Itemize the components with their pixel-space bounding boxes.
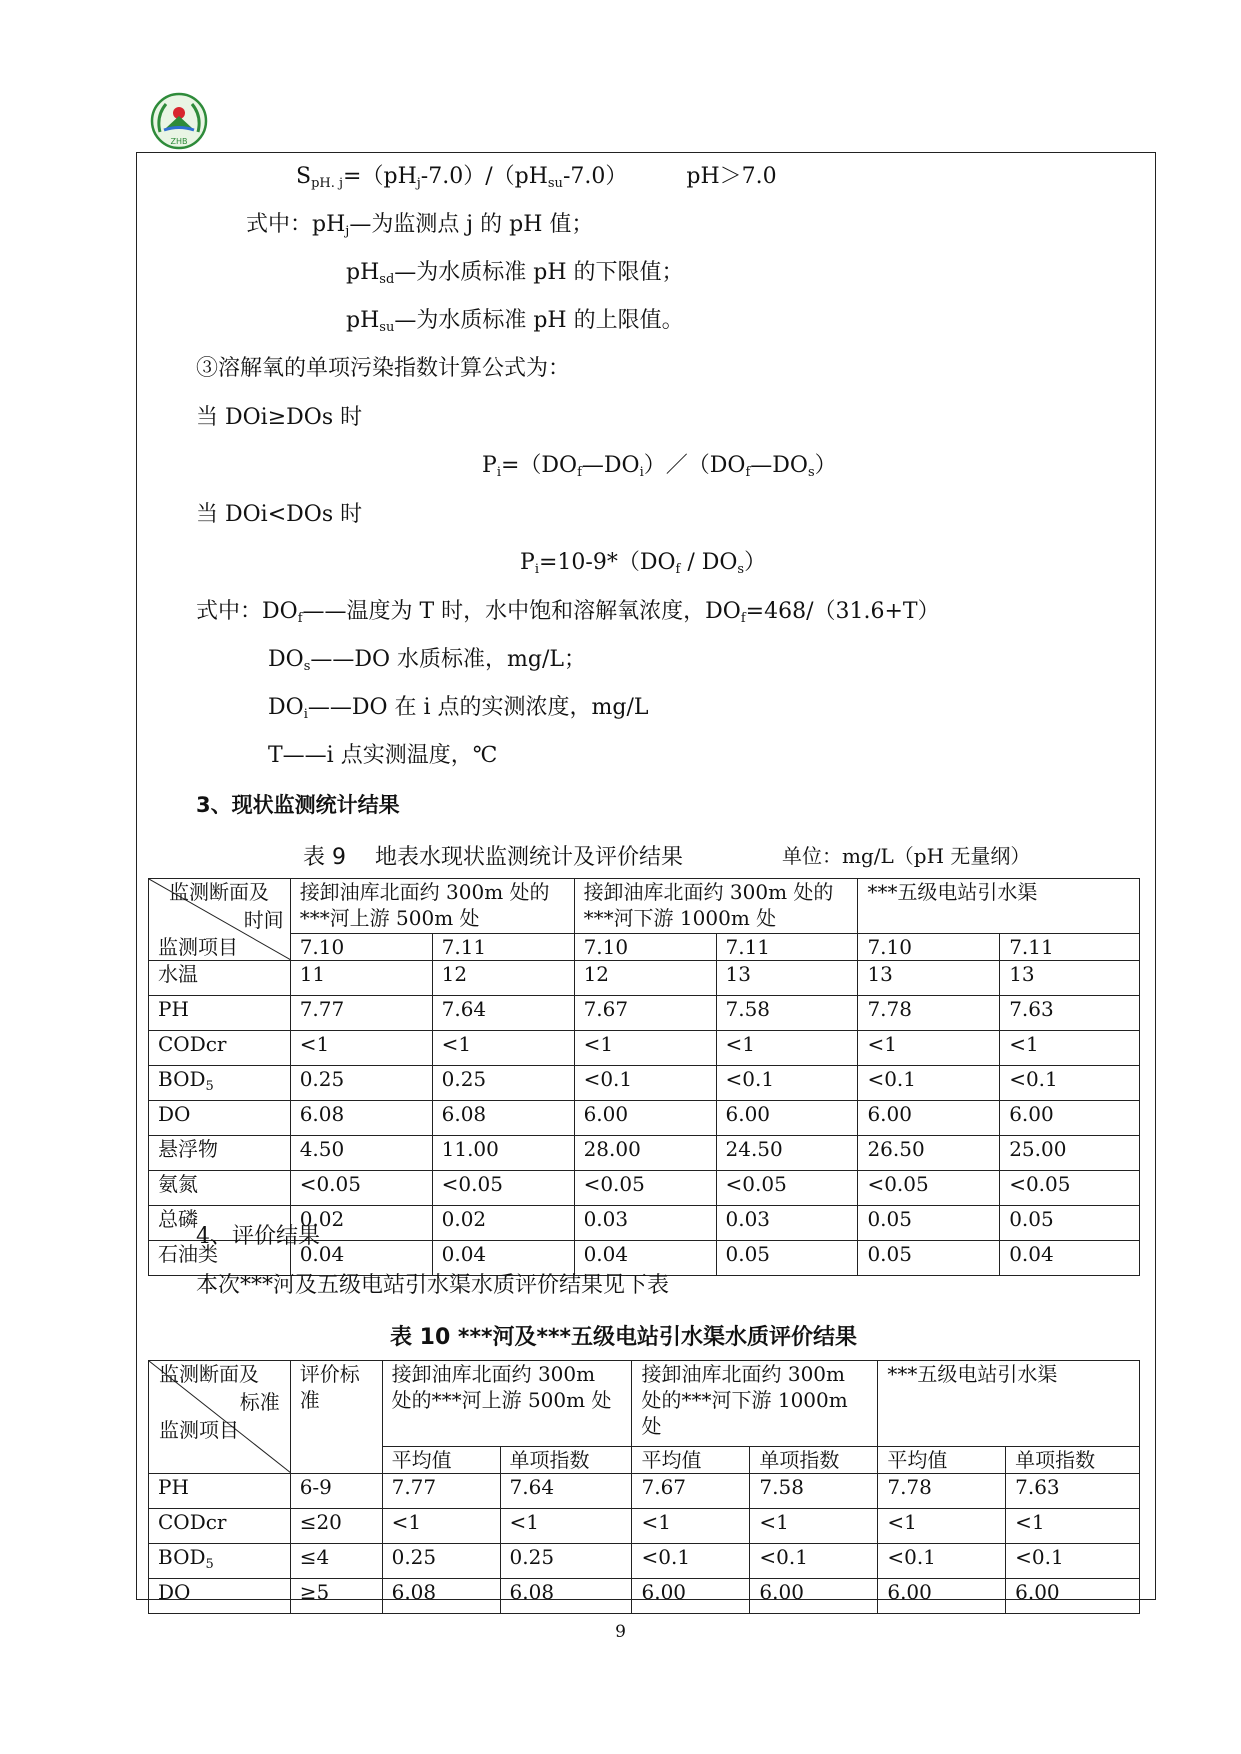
item-name: 总磷: [158, 1207, 198, 1231]
table-row: [149, 1031, 1140, 1066]
table-cell: 单项指数: [1006, 1446, 1140, 1473]
table-cell: 7.58: [750, 1474, 878, 1509]
item-name: BOD: [158, 1067, 206, 1091]
table-row: [149, 1509, 1140, 1544]
table-10-site-3-header: ***五级电站引水渠: [878, 1361, 1140, 1447]
table-cell: <0.05: [1000, 1171, 1140, 1206]
item-subscript: 5: [205, 1079, 214, 1094]
row-label: [149, 1136, 291, 1171]
table-cell: <1: [716, 1031, 858, 1066]
table-cell: 0.05: [858, 1206, 1000, 1241]
table-cell: 4.50: [290, 1136, 432, 1171]
table-cell: 6.00: [632, 1579, 750, 1614]
table-9-dates-row: [149, 934, 1140, 961]
item-name: DO: [158, 1102, 191, 1126]
table-cell: 6.00: [878, 1579, 1006, 1614]
table-cell: <0.1: [750, 1544, 878, 1579]
table-cell: 7.78: [878, 1474, 1006, 1509]
table-cell: 6.00: [574, 1101, 716, 1136]
table-cell: 7.10: [858, 934, 1000, 961]
table-9-caption: 表 9 地表水现状监测统计及评价结果: [303, 845, 683, 870]
row-label: [149, 1101, 291, 1136]
table-cell: 7.64: [432, 996, 574, 1031]
doi-definition: $DO_i——DO$ 在 i 点的实测浓度，mg/L: [268, 695, 649, 722]
do-intro: ③溶解氧的单项污染指数计算公式为：: [196, 356, 571, 381]
table-cell: 0.03: [716, 1206, 858, 1241]
table-cell: 平均值: [382, 1446, 500, 1473]
table-cell: 13: [858, 961, 1000, 996]
table-cell: <0.05: [574, 1171, 716, 1206]
table-cell: 24.50: [716, 1136, 858, 1171]
table-cell: <1: [1000, 1031, 1140, 1066]
item-subscript: 5: [205, 1557, 214, 1572]
table-cell: 0.03: [574, 1206, 716, 1241]
table-cell: <0.1: [574, 1066, 716, 1101]
table-cell: 7.11: [432, 934, 574, 961]
table-9-site-2-header: 接卸油库北面约 300m 处的 ***河下游 1000m 处: [574, 879, 858, 934]
table-cell: 7.64: [500, 1474, 632, 1509]
table-cell: <0.05: [290, 1171, 432, 1206]
table-cell: <1: [858, 1031, 1000, 1066]
table-cell: 28.00: [574, 1136, 716, 1171]
table-cell: <0.05: [432, 1171, 574, 1206]
table-cell: 7.77: [290, 996, 432, 1031]
table-cell: <0.1: [1006, 1544, 1140, 1579]
table-cell: <1: [574, 1031, 716, 1066]
table-cell: <1: [878, 1509, 1006, 1544]
standard-cell: ≥5: [290, 1579, 382, 1614]
table-cell: 7.77: [382, 1474, 500, 1509]
table-cell: 7.58: [716, 996, 858, 1031]
pi-formula-2: $P_i=10-9*(DO_f / DO_s)$: [520, 550, 767, 577]
dos-definition: $DO_s——DO$ 水质标准，mg/L；: [268, 647, 586, 674]
table-cell: <0.1: [716, 1066, 858, 1101]
table-9-site-3-header: ***五级电站引水渠: [858, 879, 1140, 934]
table-cell: 6.00: [858, 1101, 1000, 1136]
table-cell: <0.1: [878, 1544, 1006, 1579]
ph-definition-sd: $pH_{sd}—$为水质标准 pH 的下限值；: [346, 260, 684, 287]
table-cell: 0.25: [500, 1544, 632, 1579]
table-cell: 12: [432, 961, 574, 996]
table-cell: 7.67: [574, 996, 716, 1031]
table-cell: 6.00: [716, 1101, 858, 1136]
table-cell: 7.63: [1000, 996, 1140, 1031]
table-cell: 13: [716, 961, 858, 996]
table-cell: <1: [290, 1031, 432, 1066]
pi-formula-1: $P_i=(DO_f—DO_i)/(DO_f—DO_s)$: [482, 453, 837, 480]
table-cell: 0.04: [290, 1241, 432, 1276]
table-cell: 0.04: [574, 1241, 716, 1276]
table-cell: 0.04: [1000, 1241, 1140, 1276]
table-cell: 0.25: [432, 1066, 574, 1101]
table-9-corner-bottom-label: 监测项目: [158, 935, 238, 959]
table-row: [149, 961, 1140, 996]
item-name: PH: [158, 1475, 189, 1499]
row-label: [149, 1171, 291, 1206]
table-10: [148, 1360, 1140, 1614]
table-cell: 7.10: [290, 934, 432, 961]
table-cell: 0.02: [432, 1206, 574, 1241]
item-name: CODcr: [158, 1032, 227, 1056]
t-definition: T——i 点实测温度，℃: [268, 743, 498, 768]
table-cell: 0.02: [290, 1206, 432, 1241]
table-cell: 11.00: [432, 1136, 574, 1171]
row-label: [149, 1474, 291, 1509]
table-cell: 6.00: [750, 1579, 878, 1614]
table-10-standard-header: 评价标 准: [290, 1361, 382, 1474]
item-name: CODcr: [158, 1510, 227, 1534]
row-label: [149, 996, 291, 1031]
row-label: [149, 1066, 291, 1101]
table-row: [149, 1066, 1140, 1101]
item-name: DO: [158, 1580, 191, 1604]
ph-definition-su: $pH_{su}—$为水质标准 pH 的上限值。: [346, 308, 684, 335]
table-cell: 7.11: [716, 934, 858, 961]
do-case-1: 当 DOi≥DOs 时: [196, 405, 363, 430]
table-row: [149, 1136, 1140, 1171]
table-cell: <0.05: [716, 1171, 858, 1206]
item-name: PH: [158, 997, 189, 1021]
table-cell: 6.08: [500, 1579, 632, 1614]
table-cell: 6.08: [432, 1101, 574, 1136]
table-cell: <1: [432, 1031, 574, 1066]
table-cell: 7.10: [574, 934, 716, 961]
table-cell: 平均值: [878, 1446, 1006, 1473]
row-label: [149, 1031, 291, 1066]
table-cell: 0.25: [290, 1066, 432, 1101]
table-10-site-2-header: 接卸油库北面约 300m 处的***河下游 1000m 处: [632, 1361, 878, 1447]
table-cell: <0.05: [858, 1171, 1000, 1206]
table-cell: <1: [500, 1509, 632, 1544]
table-cell: 13: [1000, 961, 1140, 996]
standard-cell: ≤4: [290, 1544, 382, 1579]
table-cell: <1: [1006, 1509, 1140, 1544]
table-10-caption: 表 10 ***河及***五级电站引水渠水质评价结果: [390, 1325, 857, 1350]
section-4-heading: 4、评价结果: [196, 1224, 320, 1249]
ph-definition-j: 式中：$pH_j—$为监测点 j 的 pH 值；: [246, 212, 594, 239]
table-row: [149, 1101, 1140, 1136]
dof-definition: 式中：$DO_f——$温度为 T 时，水中饱和溶解氧浓度，$DO_f=468/(31.6+T)$: [196, 599, 940, 626]
table-cell: 26.50: [858, 1136, 1000, 1171]
row-label: [149, 1509, 291, 1544]
table-row: [149, 1171, 1140, 1206]
table-9-site-1-header: 接卸油库北面约 300m 处的 ***河上游 500m 处: [290, 879, 574, 934]
svg-text:ZHB: ZHB: [170, 137, 188, 146]
item-name: 悬浮物: [158, 1137, 218, 1161]
table-10-site-1-header: 接卸油库北面约 300m 处的***河上游 500m 处: [382, 1361, 632, 1447]
table-row: [149, 1579, 1140, 1614]
do-case-2: 当 DOi<DOs 时: [196, 502, 363, 527]
table-cell: <0.1: [1000, 1066, 1140, 1101]
table-cell: 6.08: [290, 1101, 432, 1136]
item-name: BOD: [158, 1545, 206, 1569]
table-cell: 单项指数: [500, 1446, 632, 1473]
table-cell: <1: [750, 1509, 878, 1544]
table-cell: 6.00: [1006, 1579, 1140, 1614]
table-cell: 平均值: [632, 1446, 750, 1473]
table-cell: <1: [632, 1509, 750, 1544]
table-row: [149, 996, 1140, 1031]
row-label: [149, 961, 291, 996]
item-name: 氨氮: [158, 1172, 198, 1196]
table-cell: 7.78: [858, 996, 1000, 1031]
table-cell: 0.05: [716, 1241, 858, 1276]
table-9: [148, 878, 1140, 1276]
table-cell: 7.11: [1000, 934, 1140, 961]
table-cell: 12: [574, 961, 716, 996]
table-cell: 6.08: [382, 1579, 500, 1614]
table-cell: <0.1: [632, 1544, 750, 1579]
table-cell: 0.25: [382, 1544, 500, 1579]
zhb-logo-icon: [150, 92, 208, 150]
table-cell: 7.63: [1006, 1474, 1140, 1509]
table-cell: 单项指数: [750, 1446, 878, 1473]
table-cell: 0.04: [432, 1241, 574, 1276]
table-cell: 6.00: [1000, 1101, 1140, 1136]
item-name: 石油类: [158, 1242, 218, 1266]
table-cell: 0.05: [1000, 1206, 1140, 1241]
sph-formula: $S_{pH. j}=(pH_j-7.0)/(pH_{su}-7.0)$ pH＞7.0: [296, 164, 777, 191]
table-row: [149, 1474, 1140, 1509]
table-9-unit: 单位：mg/L（pH 无量纲）: [782, 844, 1031, 868]
section-3-heading: 3、现状监测统计结果: [196, 793, 400, 817]
standard-cell: ≤20: [290, 1509, 382, 1544]
table-cell: 11: [290, 961, 432, 996]
table-cell: <1: [382, 1509, 500, 1544]
row-label: [149, 1579, 291, 1614]
row-label: [149, 1544, 291, 1579]
table-cell: 0.05: [858, 1241, 1000, 1276]
table-cell: 7.67: [632, 1474, 750, 1509]
standard-cell: 6-9: [290, 1474, 382, 1509]
table-10-corner-header: 监测断面及 标准 监测项目: [149, 1361, 291, 1474]
table-cell: 25.00: [1000, 1136, 1140, 1171]
table-cell: <0.1: [858, 1066, 1000, 1101]
section-4-text: 本次***河及五级电站引水渠水质评价结果见下表: [196, 1273, 670, 1298]
table-9-corner-header: 监测断面及 时间: [149, 879, 291, 961]
item-name: 水温: [158, 962, 198, 986]
table-row: [149, 1544, 1140, 1579]
page-number: 9: [615, 1622, 626, 1642]
